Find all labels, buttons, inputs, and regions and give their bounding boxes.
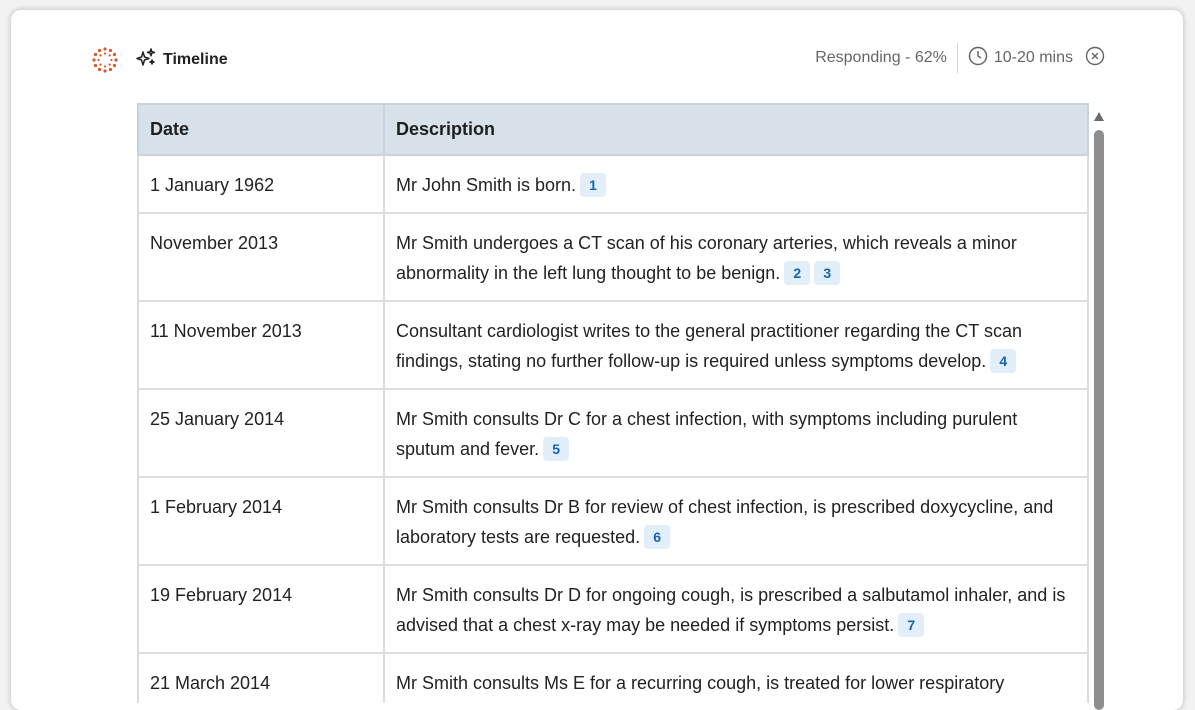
row-description <box>384 389 1088 477</box>
scroll-up-arrow-icon[interactable] <box>1094 112 1104 121</box>
description-text: Mr Smith consults Dr D for ongoing cough, is prescribed a salbutamol inhaler, and is advised that a chest x-ray may be needed if symptoms persist. <box>396 585 1066 635</box>
close-button[interactable] <box>1085 48 1105 68</box>
citation-badge[interactable]: 6 <box>644 525 670 549</box>
row-description <box>384 653 1088 703</box>
citation-badge[interactable]: 4 <box>990 349 1016 373</box>
row-date: 25 January 2014 <box>138 389 384 477</box>
row-date: November 2013 <box>138 213 384 301</box>
row-date: 1 February 2014 <box>138 477 384 565</box>
citation-badge[interactable]: 1 <box>580 173 606 197</box>
dotted-circle-logo-icon <box>91 46 119 74</box>
table-row <box>138 213 1088 301</box>
table-row <box>138 477 1088 565</box>
timeline-table <box>137 103 1089 703</box>
row-description <box>384 301 1088 389</box>
description-text: Consultant cardiologist writes to the general practitioner regarding the CT scan findings, stating no further follow-up is required unless symptoms develop. <box>396 321 1023 371</box>
row-description <box>384 155 1088 213</box>
close-circle-icon[interactable] <box>1085 46 1105 71</box>
responding-status: Responding - 62% <box>815 49 947 66</box>
table-row <box>138 301 1088 389</box>
table-row <box>138 389 1088 477</box>
row-description <box>384 565 1088 653</box>
table-row <box>138 565 1088 653</box>
timeline-panel <box>11 10 1183 710</box>
sparkles-icon <box>135 47 157 74</box>
description-text: Mr Smith undergoes a CT scan of his coronary arteries, which reveals a minor abnormality in the left lung thought to be benign. <box>396 233 1017 283</box>
table-row <box>138 155 1088 213</box>
time-estimate-label: 10-20 mins <box>993 49 1073 66</box>
date-column-header: Date <box>138 104 384 155</box>
panel-title-group <box>135 48 228 72</box>
status-divider <box>957 43 958 73</box>
description-text: Mr Smith consults Dr B for review of chest infection, is prescribed doxycycline, and laboratory tests are requested. <box>396 497 1054 547</box>
status-group <box>815 43 1105 73</box>
description-column-header: Description <box>384 104 1088 155</box>
description-text: Mr Smith consults Dr C for a chest infection, with symptoms including purulent sputum and fever. <box>396 409 1018 459</box>
row-date: 1 January 1962 <box>138 155 384 213</box>
clock-icon <box>968 46 988 71</box>
row-date: 21 March 2014 <box>138 653 384 703</box>
panel-header <box>11 10 1183 110</box>
row-description <box>384 213 1088 301</box>
description-text: Mr Smith consults Ms E for a recurring cough, is treated for lower respiratory <box>396 673 1005 693</box>
row-description <box>384 477 1088 565</box>
row-date: 19 February 2014 <box>138 565 384 653</box>
citation-badge[interactable]: 7 <box>898 613 924 637</box>
description-text: Mr John Smith is born. <box>396 175 577 195</box>
table-header-row <box>138 104 1088 155</box>
row-date: 11 November 2013 <box>138 301 384 389</box>
citation-badge[interactable]: 2 <box>784 261 810 285</box>
citation-badge[interactable]: 3 <box>814 261 840 285</box>
timeline-table-container <box>137 103 1089 703</box>
table-row <box>138 653 1088 703</box>
scrollbar-thumb[interactable] <box>1094 130 1104 710</box>
panel-title: Timeline <box>163 51 228 68</box>
time-estimate <box>968 46 1073 71</box>
vertical-scrollbar[interactable] <box>1091 108 1107 708</box>
citation-badge[interactable]: 5 <box>543 437 569 461</box>
